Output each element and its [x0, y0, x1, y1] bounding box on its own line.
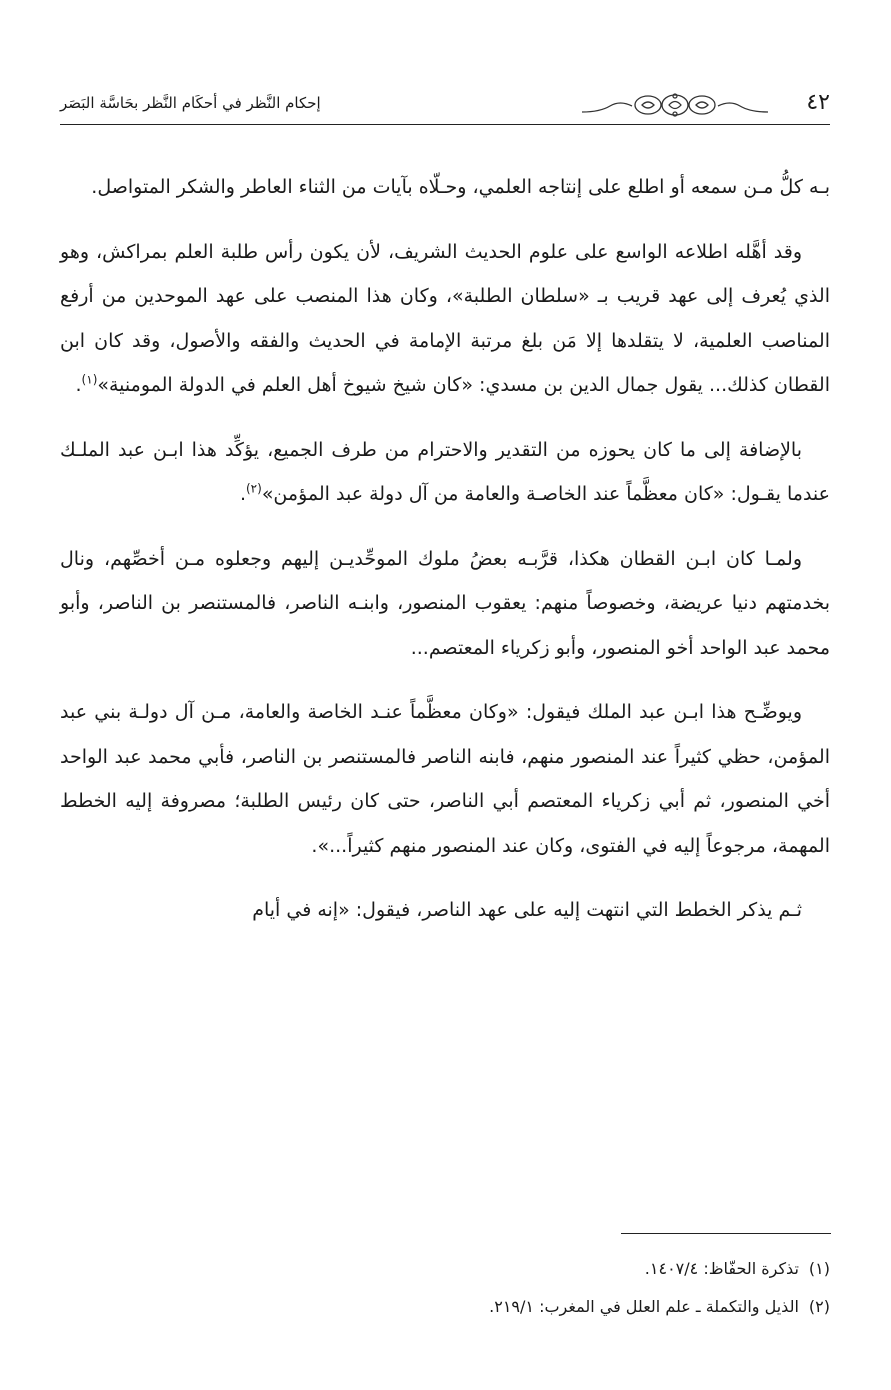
- arabesque-ornament-icon: [580, 92, 770, 118]
- footnotes: [60, 1250, 830, 1326]
- footnote-2-number: (٢): [808, 1297, 830, 1316]
- running-title: إحكام النَّظر في أحكَام النَّظر بحَاسَّة البَصَر: [60, 94, 321, 112]
- footnote-1-text: تذكرة الحفّاظ: ١٤٠٧/٤.: [644, 1259, 799, 1278]
- footnote-2: [60, 1288, 830, 1326]
- footnote-2-text: الذيل والتكملة ـ علم العلل في المغرب: ٢١٩/١.: [489, 1297, 799, 1316]
- paragraph-5: ويوضِّـح هذا ابـن عبد الملك فيقول: «وكان معظَّماً عنـد الخاصة والعامة، مـن آل دولـة بني عبد المؤمن، حظي كثيراً عند المنصور منهم، فابنه الناصر فالمستنصر بن الناصر، فأبي محمد عبد الواحد أخي المنصور، ثم أبي زكرياء المعتصم أبي الناصر، حتى كان رئيس الطلبة؛ مصروفة إليه الخطط المهمة، مرجوعاً إليه في الفتوى، وكان عند المنصور منهم كثيراً...».: [60, 701, 830, 857]
- page-number: ٤٢: [806, 90, 830, 115]
- footnote-ref-1: (١): [81, 372, 98, 387]
- paragraph-2-text: وقد أهَّله اطلاعه الواسع على علوم الحديث الشريف، لأن يكون رأس طلبة العلم بمراكش، وهو الذي يُعرف إلى عهد قريب بـ «سلطان الطلبة»، وكان هذا المنصب على عهد الموحدين من أرفع المناصب العلمية، لا يتقلدها إلا مَن بلغ مرتبة الإمامة في الحديث والفقه والأصول، وقد كان ابن القطان كذلك... يقول جمال الدين بن مسدي: «كان شيخ شيوخ أهل العلم في الدولة المومنية»: [60, 240, 830, 396]
- footnote-ref-2: (٢): [245, 481, 262, 496]
- paragraph-1: بـه كلُّ مـن سمعه أو اطلع على إنتاجه العلمي، وحـلّاه بآيات من الثناء العاطر والشكر المتواصل.: [91, 176, 830, 198]
- body-text: [60, 165, 830, 953]
- footnote-rule: [621, 1233, 831, 1234]
- paragraph-2-end: .: [75, 374, 82, 396]
- paragraph-4: ولمـا كان ابـن القطان هكذا، قرَّبـه بعضُ ملوك الموحِّديـن إليهم وجعلوه مـن أخصِّهم، ونال بخدمتهم دنيا عريضة، وخصوصاً منهم: يعقوب المنصور، وابنـه الناصر، فالمستنصر بن الناصر، وأبو محمد عبد الواحد أخو المنصور، وأبو زكرياء المعتصم...: [60, 547, 830, 659]
- paragraph-3-text: بالإضافة إلى ما كان يحوزه من التقدير والاحترام من طرف الجميع، يؤكِّد هذا ابـن عبد الملـك عندما يقـول: «كان معظَّماً عند الخاصـة والعامة من آل دولة عبد المؤمن»: [60, 438, 830, 505]
- paragraph-2: [60, 230, 830, 408]
- footnote-1: [60, 1250, 830, 1288]
- footnote-1-number: (١): [808, 1259, 830, 1278]
- paragraph-3: [60, 428, 830, 517]
- paragraph-6: ثـم يذكر الخطط التي انتهت إليه على عهد الناصر، فيقول: «إنه في أيام: [252, 899, 802, 921]
- page-header: [60, 88, 830, 124]
- header-rule: [60, 124, 830, 125]
- paragraph-3-end: .: [239, 483, 246, 505]
